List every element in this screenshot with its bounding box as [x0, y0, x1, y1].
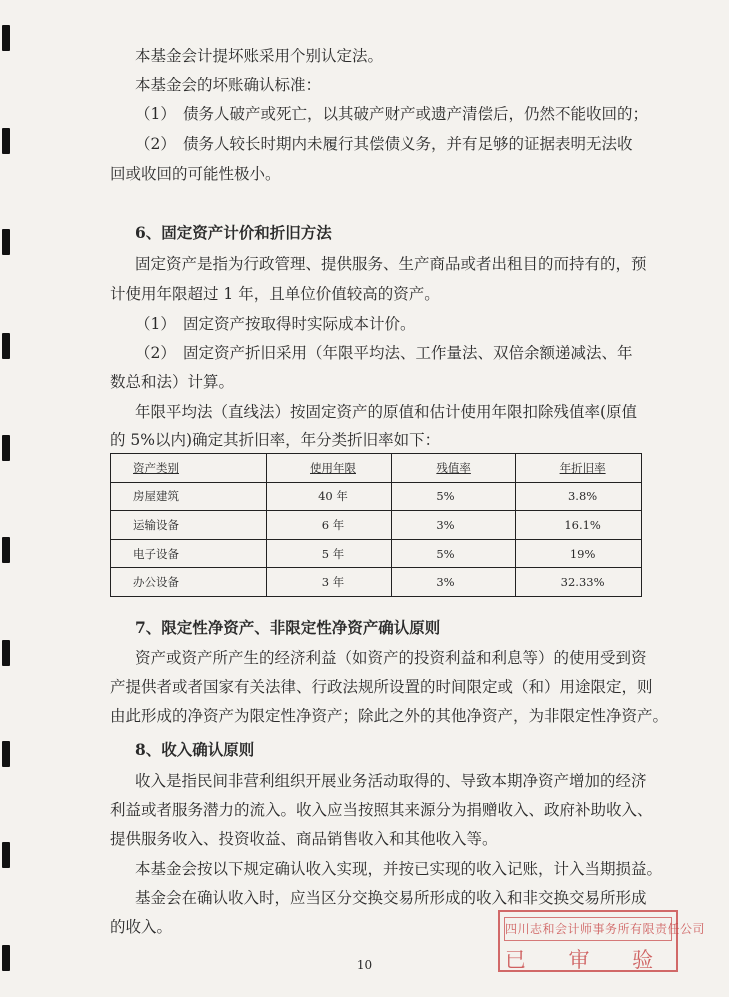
table-cell: 16.1% [516, 511, 642, 540]
list-item [135, 343, 647, 363]
table-row [111, 482, 642, 511]
table-cell: 3% [392, 511, 516, 540]
table-cell: 3.8% [516, 482, 642, 511]
table-cell: 房屋建筑 [111, 482, 267, 511]
binding-mark [2, 229, 10, 255]
section-heading: 7、限定性净资产、非限定性净资产确认原则 [135, 618, 441, 637]
list-number: （2） [135, 135, 176, 153]
paragraph-line: 计使用年限超过 1 年，且单位价值较高的资产。 [110, 285, 440, 303]
binding-mark [2, 537, 10, 563]
paragraph-line: 的收入。 [110, 918, 173, 936]
table-cell: 3% [392, 568, 516, 597]
list-number: （1） [135, 315, 176, 333]
list-text: 固定资产折旧采用（年限平均法、工作量法、双倍余额递减法、年 [183, 344, 633, 362]
table-header-row [111, 454, 642, 483]
table-cell: 32.33% [516, 568, 642, 597]
list-text: 固定资产按取得时实际成本计价。 [183, 315, 416, 333]
paragraph-line: 利益或者服务潜力的流入。收入应当按照其来源分为捐赠收入、政府补助收入、 [110, 801, 653, 819]
list-number: （2） [135, 344, 176, 362]
binding-mark [2, 25, 10, 51]
table-cell: 电子设备 [111, 539, 267, 568]
table-header-cell: 资产类别 [111, 454, 267, 483]
table-cell: 运输设备 [111, 511, 267, 540]
page-number: 10 [356, 958, 373, 972]
stamp-org-name: 四川志和会计师事务所有限责任公司 [504, 917, 672, 941]
table-header-cell: 使用年限 [266, 454, 392, 483]
list-text: 债务人较长时期内未履行其偿债义务，并有足够的证据表明无法收 [183, 135, 633, 153]
paragraph-line: 本基金会的坏账确认标准： [135, 76, 322, 94]
table-cell: 3 年 [266, 568, 392, 597]
section-heading: 8、收入确认原则 [135, 740, 255, 759]
section-heading: 6、固定资产计价和折旧方法 [135, 223, 332, 242]
table-row [111, 511, 642, 540]
binding-mark [2, 128, 10, 154]
table-row [111, 539, 642, 568]
table-row [111, 568, 642, 597]
depreciation-table [110, 453, 642, 597]
paragraph-line: 产提供者或者国家有关法律、行政法规所设置的时间限定或（和）用途限定，则 [110, 678, 653, 696]
audit-stamp [498, 910, 706, 972]
list-text: 债务人破产或死亡，以其破产财产或遗产清偿后，仍然不能收回的； [183, 105, 649, 123]
list-item [135, 134, 647, 154]
paragraph-line: 固定资产是指为行政管理、提供服务、生产商品或者出租目的而持有的，预 [135, 255, 647, 273]
paragraph-line: 资产或资产所产生的经济利益（如资产的投资利益和利息等）的使用受到资 [135, 649, 647, 667]
list-item [135, 314, 647, 334]
table-header-cell: 残值率 [392, 454, 516, 483]
table-cell: 办公设备 [111, 568, 267, 597]
binding-mark [2, 741, 10, 767]
paragraph-line: 由此形成的净资产为限定性净资产；除此之外的其他净资产，为非限定性净资产。 [110, 707, 669, 725]
paragraph-line: 本基金会按以下规定确认收入实现，并按已实现的收入记账，计入当期损益。 [135, 860, 663, 878]
stamp-text: 已 审 验 [504, 948, 672, 972]
list-item [135, 104, 647, 124]
binding-mark [2, 435, 10, 461]
table-header-cell: 年折旧率 [516, 454, 642, 483]
paragraph-line: 提供服务收入、投资收益、商品销售收入和其他收入等。 [110, 830, 498, 848]
paragraph-line: 本基金会计提坏账采用个别认定法。 [135, 47, 384, 65]
table-cell: 5% [392, 482, 516, 511]
table-cell: 19% [516, 539, 642, 568]
binding-mark [2, 640, 10, 666]
table-cell: 40 年 [266, 482, 392, 511]
list-number: （1） [135, 105, 176, 123]
binding-mark [2, 842, 10, 868]
paragraph-line: 回或收回的可能性极小。 [110, 165, 281, 183]
paragraph-line: 收入是指民间非营利组织开展业务活动取得的、导致本期净资产增加的经济 [135, 772, 647, 790]
table-cell: 5 年 [266, 539, 392, 568]
binding-mark [2, 333, 10, 359]
paragraph-line: 的 5%以内)确定其折旧率，年分类折旧率如下： [110, 431, 441, 449]
paragraph-line: 年限平均法（直线法）按固定资产的原值和估计使用年限扣除残值率(原值 [135, 403, 638, 421]
table-cell: 5% [392, 539, 516, 568]
paragraph-line: 数总和法）计算。 [110, 373, 235, 391]
paragraph-line: 基金会在确认收入时，应当区分交换交易所形成的收入和非交换交易所形成 [135, 889, 647, 907]
table-cell: 6 年 [266, 511, 392, 540]
